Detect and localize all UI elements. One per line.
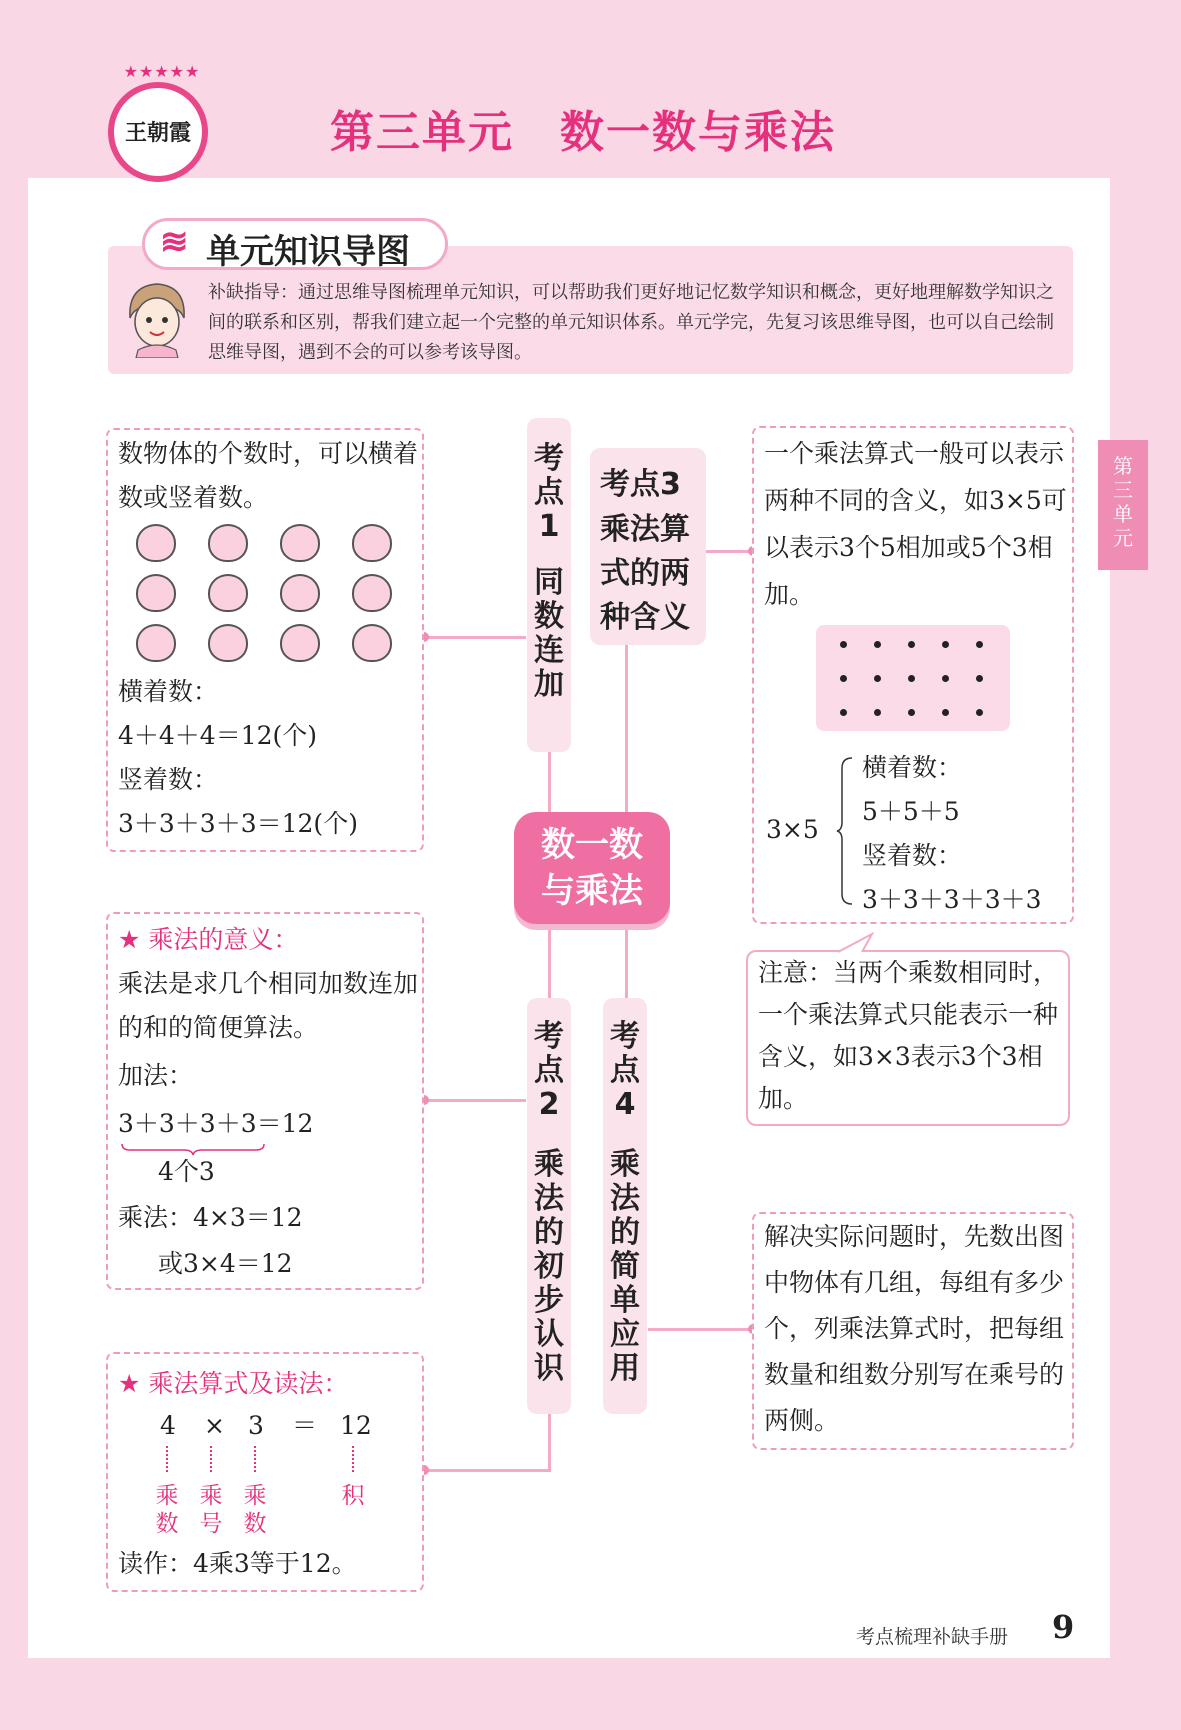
apple-icon bbox=[280, 624, 320, 662]
array-dot bbox=[908, 709, 915, 716]
label-char: 点 bbox=[534, 1053, 564, 1088]
connector-line bbox=[648, 1328, 754, 1331]
note-text: 注意：当两个乘数相同时，一个乘法算式只能表示一种含义，如3×3表示3个3相加。 bbox=[758, 958, 1059, 1113]
connector-line bbox=[548, 752, 551, 816]
label-char: 1 bbox=[538, 509, 560, 544]
apple-icon bbox=[136, 574, 176, 612]
dotted-pointer bbox=[254, 1446, 258, 1472]
array-dot bbox=[908, 641, 915, 648]
array-dot bbox=[908, 675, 915, 682]
label-line: 式的两 bbox=[600, 556, 690, 591]
topic-1-label bbox=[527, 418, 571, 752]
vertical-equation: 3＋3＋3＋3＝12(个) bbox=[118, 809, 358, 838]
apple-icon bbox=[352, 624, 392, 662]
meaning-heading-text: 乘法的意义： bbox=[148, 925, 299, 954]
reading-heading bbox=[118, 1364, 348, 1400]
apple-icon bbox=[352, 524, 392, 562]
dot-array bbox=[816, 625, 1010, 731]
label-char: 用 bbox=[610, 1351, 640, 1386]
label-char: 考 bbox=[534, 441, 564, 476]
label-char: 加 bbox=[534, 667, 564, 702]
part-label: 乘 号 bbox=[199, 1483, 223, 1537]
horizontal-equation: 4＋4＋4＝12(个) bbox=[118, 721, 318, 750]
apple-icon bbox=[208, 524, 248, 562]
label-char: 考 bbox=[534, 1019, 564, 1054]
vertical-label-3: 竖着数： bbox=[862, 841, 963, 870]
horizontal-equation-3: 5＋5＋5 bbox=[862, 797, 960, 826]
connector-line bbox=[548, 922, 551, 1000]
reading-eq-part: ＝ bbox=[292, 1411, 318, 1440]
label-char: 认 bbox=[534, 1317, 564, 1352]
label-char: 2 bbox=[538, 1087, 560, 1122]
horizontal-label: 横着数： bbox=[118, 677, 219, 706]
label-char: 应 bbox=[610, 1317, 640, 1352]
label-char: 点 bbox=[534, 475, 564, 510]
part-label: 乘 数 bbox=[243, 1483, 267, 1537]
vertical-equation-3: 3＋3＋3＋3＋3 bbox=[862, 885, 1042, 914]
meaning-text: 乘法是求几个相同加数连加的和的简便算法。 bbox=[118, 969, 419, 1042]
page-title: 第三单元 数一数与乘法 bbox=[330, 107, 836, 158]
label-char: 数 bbox=[534, 599, 564, 634]
expression: 3×5 bbox=[766, 815, 819, 844]
label-char: 步 bbox=[534, 1283, 564, 1318]
label-char: 的 bbox=[534, 1215, 564, 1250]
multiplication-alt: 或3×4＝12 bbox=[158, 1249, 293, 1278]
topic-3-label bbox=[590, 448, 706, 645]
array-dot bbox=[874, 709, 881, 716]
addition-equation: 3＋3＋3＋3＝12 bbox=[118, 1109, 314, 1138]
topic-4-label bbox=[603, 998, 647, 1414]
connector-line bbox=[424, 636, 526, 639]
addition-label: 加法： bbox=[118, 1061, 194, 1090]
label-char: 的 bbox=[610, 1215, 640, 1250]
brace-note: 4个3 bbox=[158, 1157, 215, 1186]
label-line: 乘法算 bbox=[600, 512, 690, 547]
vertical-label: 竖着数： bbox=[118, 765, 219, 794]
unit-side-tab bbox=[1098, 440, 1148, 570]
label-char: 识 bbox=[534, 1351, 564, 1386]
array-dot bbox=[942, 641, 949, 648]
array-dot bbox=[976, 709, 983, 716]
array-dot bbox=[840, 641, 847, 648]
center-topic bbox=[514, 812, 670, 924]
array-dot bbox=[942, 675, 949, 682]
connector-line bbox=[625, 922, 628, 1000]
label-char: 点 bbox=[610, 1053, 640, 1088]
two-meanings-text: 一个乘法算式一般可以表示两种不同的含义，如3×5可以表示3个5相加或5个3相加。 bbox=[764, 439, 1067, 609]
side-tab-char: 第 bbox=[1113, 454, 1133, 478]
reading-heading-text: 乘法算式及读法： bbox=[148, 1369, 349, 1398]
connector-line bbox=[424, 1469, 548, 1472]
label-char: 法 bbox=[534, 1181, 564, 1216]
center-topic-line: 数一数 bbox=[541, 825, 643, 865]
label-line: 种含义 bbox=[600, 600, 690, 635]
label-char: 连 bbox=[534, 633, 564, 668]
application-text: 解决实际问题时，先数出图中物体有几组，每组有多少个，列乘法算式时，把每组数量和组数分别写在乘号的两侧。 bbox=[764, 1222, 1065, 1435]
apple-icon bbox=[208, 624, 248, 662]
array-dot bbox=[976, 675, 983, 682]
connector-line bbox=[424, 1099, 526, 1102]
horizontal-label-3: 横着数： bbox=[862, 753, 963, 782]
callout-tail-icon bbox=[836, 932, 876, 954]
logo-stars: ★★★★★ bbox=[123, 62, 201, 81]
array-dot bbox=[840, 675, 847, 682]
dotted-pointer bbox=[352, 1446, 356, 1472]
label-char: 同 bbox=[534, 565, 564, 600]
section-title: 单元知识导图 bbox=[206, 232, 410, 272]
array-dot bbox=[942, 709, 949, 716]
label-char: 法 bbox=[610, 1181, 640, 1216]
label-char: 简 bbox=[610, 1249, 640, 1284]
star-icon: ★ bbox=[118, 1369, 149, 1398]
left-brace-icon bbox=[836, 756, 854, 906]
connector-line bbox=[548, 1414, 551, 1472]
label-line: 考点3 bbox=[600, 467, 681, 502]
girl-avatar-icon bbox=[120, 278, 194, 358]
dotted-pointer bbox=[210, 1446, 214, 1472]
connector-line bbox=[706, 550, 754, 553]
dotted-pointer bbox=[166, 1446, 170, 1472]
apple-icon bbox=[280, 524, 320, 562]
label-char: 单 bbox=[610, 1283, 640, 1318]
wave-icon: ≋ bbox=[160, 222, 189, 262]
apple-icon bbox=[208, 574, 248, 612]
side-tab-char: 单 bbox=[1113, 502, 1133, 526]
guide-text: 补缺指导：通过思维导图梳理单元知识，可以帮助我们更好地记忆数学知识和概念，更好地理解数学知识之间的联系和区别，帮我们建立起一个完整的单元知识体系。单元学完，先复习该思维导图，也可以自己绘制思维导图，遇到不会的可以参考该导图。 bbox=[208, 282, 1054, 363]
part-label: 积 bbox=[341, 1483, 365, 1509]
array-dot bbox=[874, 675, 881, 682]
apple-grid bbox=[136, 524, 406, 668]
logo-text: 王朝霞 bbox=[124, 120, 191, 146]
reading-eq-part: 4 bbox=[160, 1411, 176, 1440]
topic-2-label bbox=[527, 998, 571, 1414]
reading-eq-part: × bbox=[204, 1411, 225, 1440]
label-char: 乘 bbox=[610, 1147, 640, 1182]
page-number: 9 bbox=[1052, 1608, 1075, 1646]
star-icon: ★ bbox=[118, 925, 149, 954]
label-char: 乘 bbox=[534, 1147, 564, 1182]
array-dot bbox=[976, 641, 983, 648]
counting-text: 数物体的个数时，可以横着数或竖着数。 bbox=[118, 439, 419, 512]
multiplication-equation: 乘法：4×3＝12 bbox=[118, 1203, 303, 1232]
center-topic-line: 与乘法 bbox=[541, 871, 643, 911]
label-char: 考 bbox=[610, 1019, 640, 1054]
footer-text: 考点梳理补缺手册 bbox=[856, 1626, 1009, 1648]
side-tab-char: 元 bbox=[1113, 526, 1133, 550]
reading-eq-part: 12 bbox=[340, 1411, 372, 1440]
apple-icon bbox=[352, 574, 392, 612]
side-tab-char: 三 bbox=[1113, 478, 1133, 502]
meaning-heading bbox=[118, 920, 298, 956]
part-label: 乘 数 bbox=[155, 1483, 179, 1537]
reading-text: 读作：4乘3等于12。 bbox=[118, 1549, 357, 1578]
array-dot bbox=[840, 709, 847, 716]
apple-icon bbox=[280, 574, 320, 612]
connector-line bbox=[625, 645, 628, 815]
apple-icon bbox=[136, 624, 176, 662]
apple-icon bbox=[136, 524, 176, 562]
reading-eq-part: 3 bbox=[248, 1411, 264, 1440]
label-char: 4 bbox=[614, 1087, 636, 1122]
label-char: 初 bbox=[534, 1249, 564, 1284]
array-dot bbox=[874, 641, 881, 648]
